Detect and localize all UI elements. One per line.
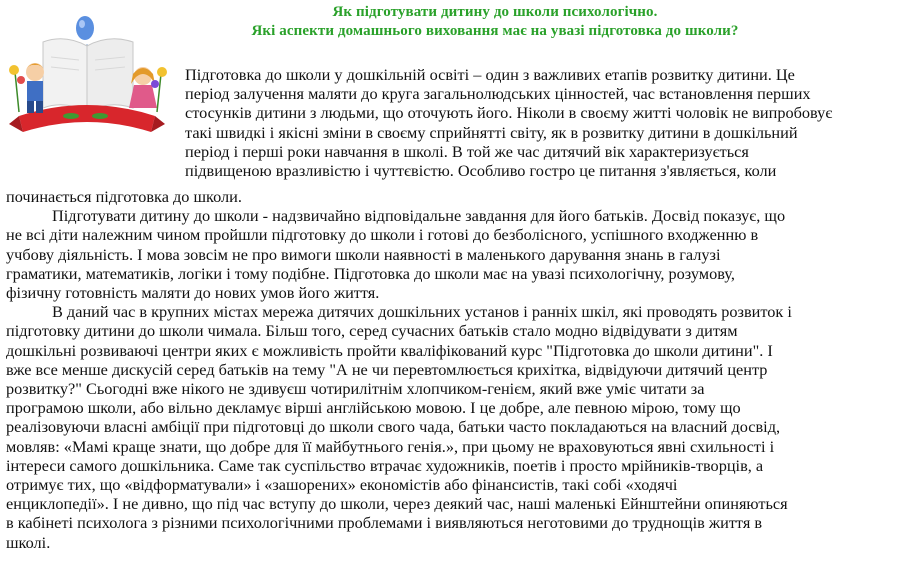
text-line: школі. [6, 532, 51, 552]
text-line: інтереси самого дошкільника. Саме так суспільство втрачає художників, поетів і просто мрійників-творців, а [6, 455, 764, 475]
text-line: Підготовка до школи у дошкільній освіті – один з важливих етапів розвитку дитини. Це [185, 65, 795, 84]
text-line: в кабінеті психолога з різними психологічними проблемами і виявляються неготовими до труднощів життя в [6, 513, 763, 533]
text-line: стосунків дитини з людьми, що оточують його. Ніколи в своєму житті чоловік не випробовує [185, 103, 833, 123]
text-line: реалізовуючи власні амбіції при підготовці до школи свого чада, батьки часто покладаються на власний досвід, [6, 417, 781, 437]
article-title [150, 3, 840, 41]
text-line: отримує тих, що «відформатували» і «зашорених» економістів або фінансистів, такі собі «ходячі [6, 475, 678, 495]
text-line: підготовку дитини до школи чимала. Більш того, серед сучасних батьків стало модно відвідувати з дитям [6, 321, 738, 341]
article-body [6, 187, 906, 552]
text-line: підвищеною вразливістю і чуттєвістю. Особливо гостро це питання з'являється, коли [185, 161, 777, 181]
paragraph-start-line: Підготувати дитину до школи - надзвичайно відповідальне завдання для його батьків. Досвід показує, що [52, 206, 786, 226]
title-line-2: Які аспекти домашнього виховання має на увазі підготовка до школи? [251, 23, 739, 39]
text-line: граматики, математиків, логіки і тому подібне. Підготовка до школи має на увазі психологічну, розумову, [6, 263, 735, 283]
text-line: мовляв: «Мамі краще знати, що добре для її майбутнього генія.», при цьому не враховуються явні схильності і [6, 436, 775, 456]
text-line: програмою школи, або вільно декламує вірші англійською мовою. І це добре, але певною мірою, тому що [6, 398, 741, 418]
text-line: учбову діяльність. І мова зовсім не про вимоги школи наявності в маленького дарування знань в галузі [6, 244, 721, 264]
text-line: не всі діти належним чином пройшли підготовку до школи і готові до безболісного, успішного входженню в [6, 225, 759, 245]
text-line: період і перші роки навчання в школі. В той же час дитячий вік характеризується [185, 141, 749, 161]
text-line: починається підготовка до школи. [6, 187, 242, 206]
paragraph-start-line: В даний час в крупних містах мережа дитячих дошкільних установ і ранніх шкіл, які проводять розвиток і [52, 302, 792, 322]
text-line: такі швидкі і якісні зміни в своєму сприйнятті світу, як в розвитку дитини в дошкільний [185, 122, 798, 142]
intro-paragraph [185, 65, 905, 180]
text-line: фізичну готовність маляти до нових умов його життя. [6, 283, 380, 303]
school-children-with-book-icon [5, 12, 170, 142]
text-line: дошкільні розвиваючі центри яких є можливість пройти кваліфікований курс "Підготовка до школи дитини". І [6, 340, 773, 360]
text-line: період залучення маляти до круга загальнолюдських цінностей, час встановлення перших [185, 84, 811, 104]
text-line: вже все менше дискусій серед батьків на тему "А не чи перевтомлюється крихітка, відвідуючи дитячий центр [6, 359, 768, 379]
text-line: енциклопедії». І не дивно, що під час вступу до школи, через деякий час, наші маленькі Ейнштейни опиняються [6, 494, 788, 514]
text-line: розвитку?" Сьогодні вже нікого не здивуєш чотирилітнім хлопчиком-генієм, який вже уміє читати за [6, 379, 705, 399]
title-line-1: Як підготувати дитину до школи психологічно. [332, 4, 658, 20]
